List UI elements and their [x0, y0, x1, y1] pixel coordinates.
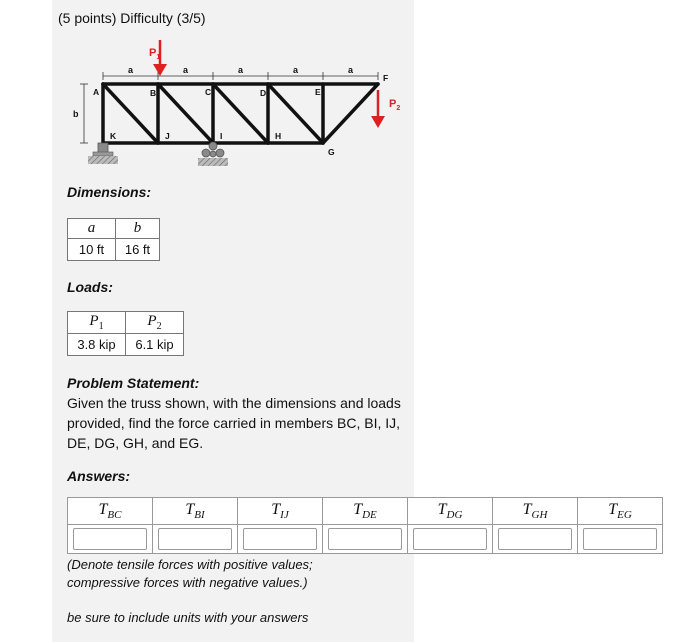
- dimensions-heading: Dimensions:: [67, 184, 152, 200]
- dim-header-a: a: [68, 219, 116, 239]
- answer-cell-teg: [578, 525, 663, 554]
- problem-statement: [67, 373, 417, 453]
- dim-label-a: a: [238, 65, 244, 75]
- node-label-A: A: [93, 87, 100, 97]
- pin-support-icon: [88, 143, 118, 164]
- loads-table: [67, 311, 184, 356]
- load-p1-label: P: [149, 47, 157, 59]
- load-header-p2: $P_2$: [126, 312, 184, 334]
- answer-cell-tij: [238, 525, 323, 554]
- answer-header-tde: $T_{DE}$: [323, 498, 408, 525]
- dim-label-b: b: [73, 109, 79, 119]
- node-label-H: H: [275, 131, 282, 141]
- dim-value-a: 10 ft: [68, 239, 116, 261]
- truss-figure: [60, 38, 420, 173]
- roller-support-icon: [198, 142, 228, 166]
- node-label-C: C: [205, 87, 212, 97]
- load-value-p1: 3.8 kip: [68, 334, 126, 356]
- answer-header-tgh: $T_{GH}$: [493, 498, 578, 525]
- answer-input-teg[interactable]: [583, 528, 657, 550]
- answers-table: [67, 497, 663, 554]
- dim-label-a: a: [293, 65, 299, 75]
- load-p2-label: P: [389, 98, 397, 110]
- node-label-G: G: [328, 147, 335, 157]
- problem-text: Given the truss shown, with the dimensions and loads provided, find the force carried in members BC, BI, IJ, DE, DG, GH, and EG.: [67, 395, 401, 451]
- loads-heading: Loads:: [67, 279, 113, 295]
- load-header-p1: $P_1$: [68, 312, 126, 334]
- svg-text:P1: [149, 47, 160, 61]
- node-label-J: J: [165, 131, 170, 141]
- node-label-E: E: [315, 87, 321, 97]
- svg-text:P2: [389, 98, 400, 112]
- answer-header-tdg: $T_{DG}$: [408, 498, 493, 525]
- sign-convention-note: [67, 556, 313, 592]
- dim-label-a: a: [348, 65, 354, 75]
- problem-heading: Problem Statement:: [67, 375, 200, 391]
- dim-value-b: 16 ft: [116, 239, 160, 261]
- node-label-D: D: [260, 88, 267, 98]
- dimensions-table: [67, 218, 160, 261]
- answer-cell-tdg: [408, 525, 493, 554]
- answer-input-tdg[interactable]: [413, 528, 487, 550]
- answer-header-tij: $T_{IJ}$: [238, 498, 323, 525]
- answer-cell-tbc: [68, 525, 153, 554]
- node-label-B: B: [150, 88, 157, 98]
- answer-input-tbi[interactable]: [158, 528, 232, 550]
- answer-input-tbc[interactable]: [73, 528, 147, 550]
- answer-header-tbc: $T_{BC}$: [68, 498, 153, 525]
- sign-note-line-2: compressive forces with negative values.): [67, 575, 308, 590]
- units-note: be sure to include units with your answers: [67, 610, 309, 625]
- dim-header-b: b: [116, 219, 160, 239]
- answer-input-tij[interactable]: [243, 528, 317, 550]
- dim-label-a: a: [183, 65, 189, 75]
- load-p1-sub: 1: [156, 54, 161, 61]
- answer-header-tbi: $T_{BI}$: [153, 498, 238, 525]
- answer-input-tgh[interactable]: [498, 528, 572, 550]
- load-p2-sub: 2: [396, 105, 401, 112]
- answer-cell-tbi: [153, 525, 238, 554]
- load-p2-arrow-icon: [371, 90, 385, 128]
- node-label-F: F: [383, 73, 389, 83]
- answer-cell-tgh: [493, 525, 578, 554]
- load-value-p2: 6.1 kip: [126, 334, 184, 356]
- node-label-K: K: [110, 131, 117, 141]
- question-title: (5 points) Difficulty (3/5): [58, 10, 206, 26]
- answer-header-teg: $T_{EG}$: [578, 498, 663, 525]
- answer-input-tde[interactable]: [328, 528, 402, 550]
- answers-heading: Answers:: [67, 468, 131, 484]
- answer-cell-tde: [323, 525, 408, 554]
- sign-note-line-1: (Denote tensile forces with positive values;: [67, 557, 313, 572]
- truss-members: [103, 84, 378, 143]
- member-GF: [323, 84, 378, 143]
- dim-label-a: a: [128, 65, 134, 75]
- node-label-I: I: [220, 131, 223, 141]
